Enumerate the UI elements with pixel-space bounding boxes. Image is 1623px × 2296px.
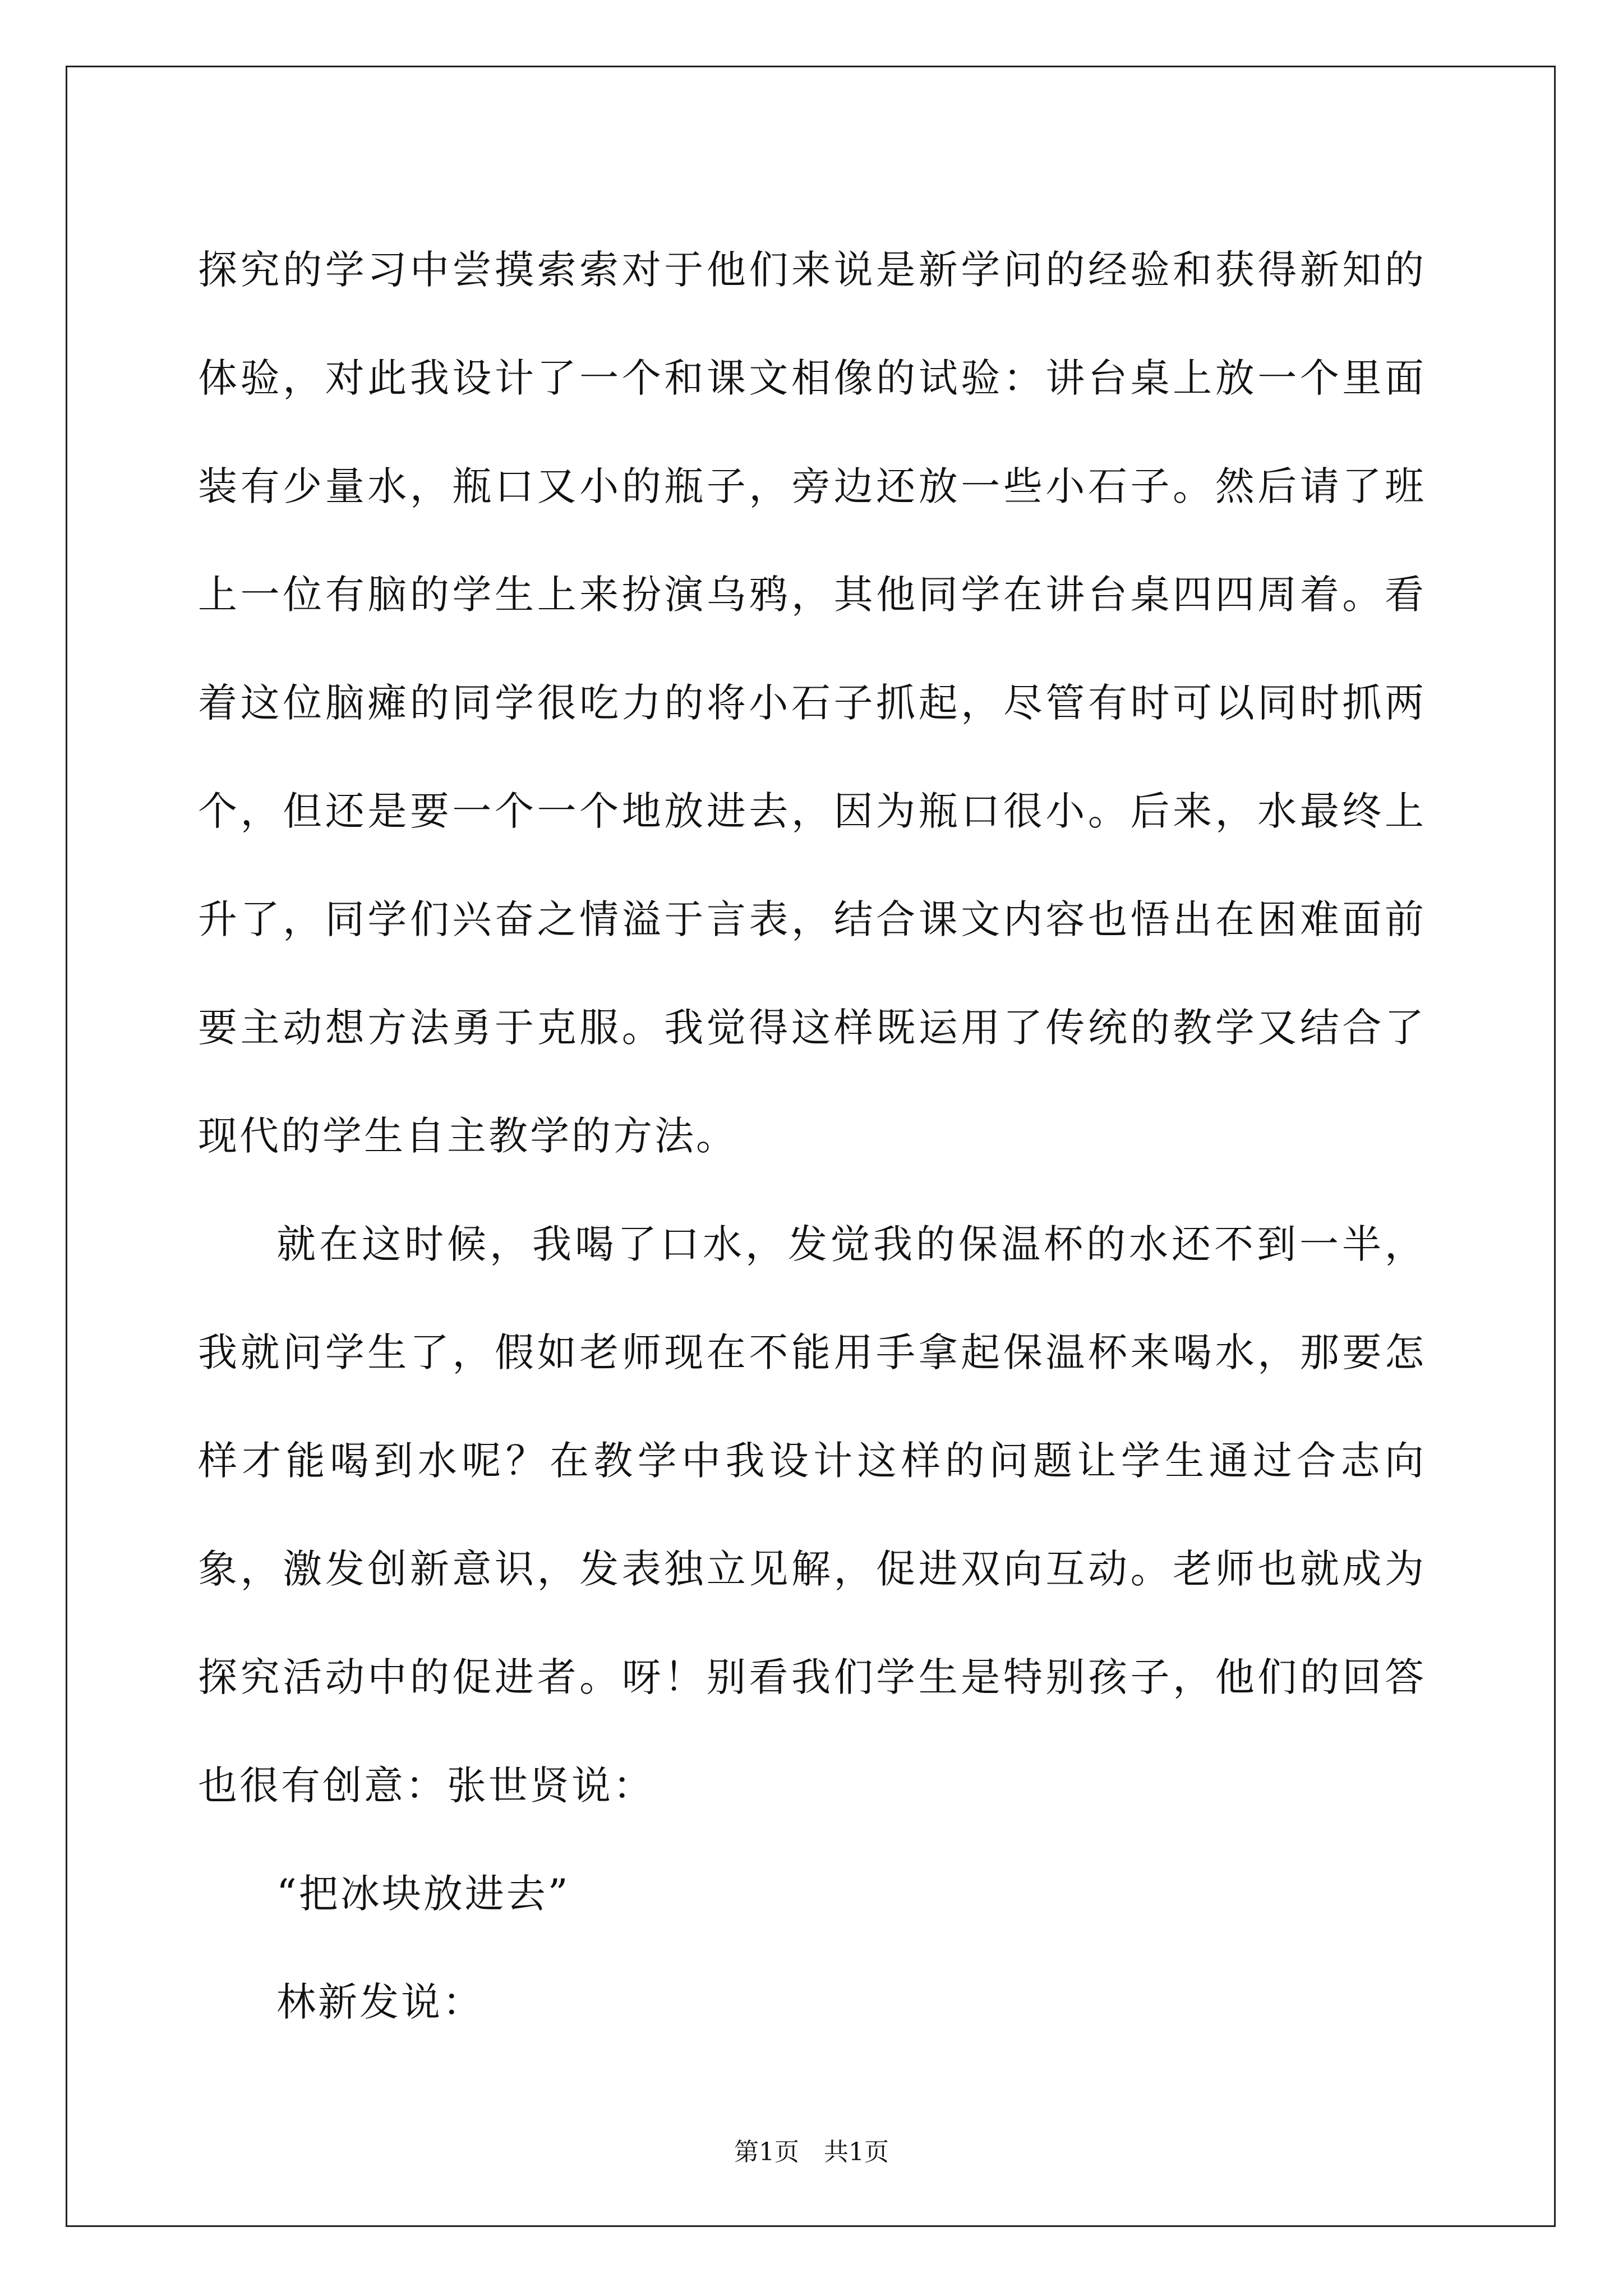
paragraph-lin-xinfa: 林新发说：	[276, 1979, 484, 2025]
page-footer: 第1页 共1页	[734, 2138, 889, 2166]
paragraph-question: 就在这时候，我喝了口水，发觉我的保温杯的水还不到一半，我就问学生了，假如老师现在不能用手拿起保温杯来喝水，那要怎样才能喝到水呢？在教学中我设计这样的问题让学生通过合志向象，激发创新意识，发表独立见解，促进双向互动。老师也就成为探究活动中的促进者。呀！别看我们学生是特别孩子，他们的回答也很有创意：张世贤说：	[198, 1221, 1426, 1809]
document-body	[198, 216, 1426, 2056]
paragraph-experiment: 探究的学习中尝摸索索对于他们来说是新学问的经验和获得新知的体验，对此我设计了一个和课文相像的试验：讲台桌上放一个里面装有少量水，瓶口又小的瓶子，旁边还放一些小石子。然后请了班上一位有脑的学生上来扮演乌鸦，其他同学在讲台桌四四周着。看着这位脑瘫的同学很吃力的将小石子抓起，尽管有时可以同时抓两个，但还是要一个一个地放进去，因为瓶口很小。后来，水最终上升了，同学们兴奋之情溢于言表，结合课文内容也悟出在困难面前要主动想方法勇于克服。我觉得这样既运用了传统的教学又结合了现代的学生自主教学的方法。	[198, 247, 1426, 1159]
paragraph-quote-ice: “把冰块放进去”	[276, 1871, 570, 1917]
